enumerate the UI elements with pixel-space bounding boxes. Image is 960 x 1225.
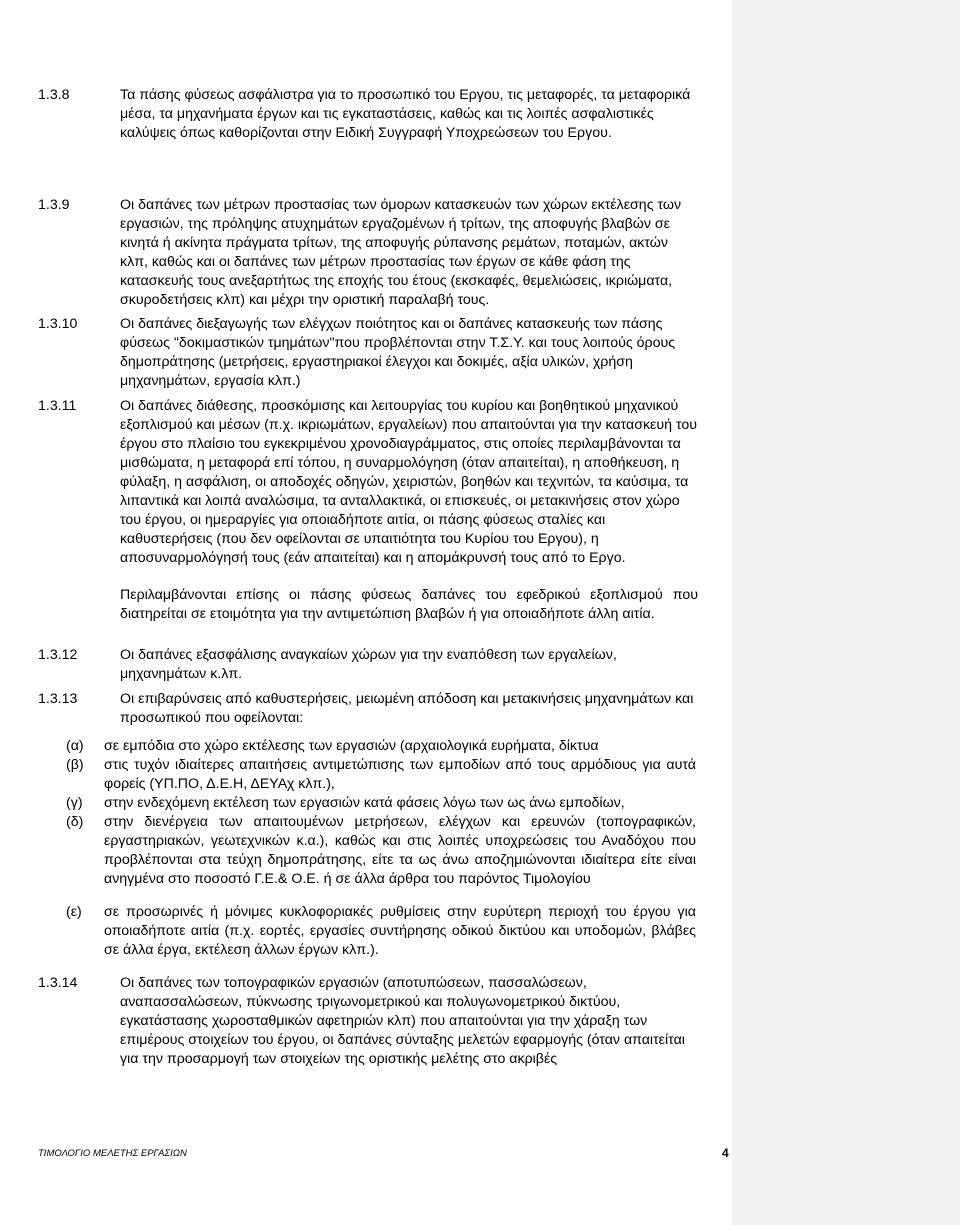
paragraph-1-3-13 (38, 690, 698, 728)
list-item-label: (ε) (66, 904, 82, 920)
list-item-text: σε προσωρινές ή μόνιμες κυκλοφοριακές ρυθμίσεις στην ευρύτερη περιοχή του έργου για οποιαδήποτε αιτία (π.χ. εορτές, εργασίες συντήρησης οδικού δικτύου και υποδομών, βλάβες σε άλλα έργα, εκτέλεση άλλων έργων κλπ.). (104, 904, 696, 958)
paragraph-1-3-11 (38, 397, 698, 568)
paragraph-text: Περιλαμβάνονται επίσης οι πάσης φύσεως δαπάνες του εφεδρικού εξοπλισμού που διατηρείται σε ετοιμότητα για την αντιμετώπιση βλαβών ή για οποιαδήποτε άλλη αιτία. (120, 587, 698, 622)
list-item-a (66, 737, 696, 756)
list-item-d (66, 813, 696, 889)
list-item-label: (γ) (66, 795, 83, 811)
list-item-text: σε εμπόδια στο χώρο εκτέλεσης των εργασιών (αρχαιολογικά ευρήματα, δίκτυα (104, 738, 599, 754)
paragraph-number: 1.3.13 (38, 691, 78, 707)
paragraph-number: 1.3.9 (38, 197, 70, 213)
paragraph-number: 1.3.11 (38, 398, 77, 414)
paragraph-number: 1.3.14 (38, 975, 78, 991)
list-item-label: (α) (66, 738, 84, 754)
paragraph-text: Οι επιβαρύνσεις από καθυστερήσεις, μειωμένη απόδοση και μετακινήσεις μηχανημάτων και προσωπικού που οφείλονται: (120, 691, 694, 726)
paragraph-text: Οι δαπάνες εξασφάλισης αναγκαίων χώρων για την εναπόθεση των εργαλείων, μηχανημάτων κ.λπ. (120, 647, 617, 682)
paragraph-number: 1.3.12 (38, 647, 78, 663)
paragraph-1-3-8 (38, 86, 698, 143)
list-item-c (66, 794, 696, 813)
list-item-label: (β) (66, 757, 84, 773)
list-item-label: (δ) (66, 814, 84, 830)
paragraph-text: Τα πάσης φύσεως ασφάλιστρα για το προσωπικό του Εργου, τις μεταφορές, τα μεταφορικά μέσα, τα μηχανήματα έργων και τις εγκαταστάσεις, καθώς και τις λοιπές ασφαλιστικές καλύψεις όπως καθορίζονται στην Ειδική Συγγραφή Υποχρεώσεων του Εργου. (120, 87, 691, 141)
paragraph-text: Οι δαπάνες διεξαγωγής των ελέγχων ποιότητος και οι δαπάνες κατασκευής των πάσης φύσεως "δοκιμαστικών τμημάτων"που προβλέπονται στην Τ.Σ.Υ. και τους λοιπούς όρους δημοπράτησης (μετρήσεις, εργαστηριακοί έλεγχοι και δοκιμές, αξία υλικών, χρήση μηχανημάτων, εργασία κλπ.) (120, 316, 676, 389)
list-item-text: στην ενδεχόμενη εκτέλεση των εργασιών κατά φάσεις λόγω των ως άνω εμποδίων, (104, 795, 625, 811)
list-item-b (66, 756, 696, 794)
right-margin-panel (732, 0, 960, 1225)
paragraph-1-3-11-continued (38, 586, 698, 624)
list-item-text: στις τυχόν ιδιαίτερες απαιτήσεις αντιμετώπισης των εμποδίων από τους αρμόδιους για αυτά φορείς (ΥΠ.ΠΟ, Δ.Ε.Η, ΔΕΥΑχ κλπ.), (104, 757, 696, 792)
paragraph-1-3-14 (38, 974, 698, 1069)
page-number: 4 (722, 1146, 729, 1160)
list-item-text: στην διενέργεια των απαιτουμένων μετρήσεων, ελέγχων και ερευνών (τοπογραφικών, εργαστηριακών, γεωτεχνικών κ.α.), καθώς και στις λοιπές υποχρεώσεις του Αναδόχου που προβλέπονται στα τεύχη δημοπράτησης, είτε τα ως άνω αποζημιώνονται ιδιαίτερα είτε είναι ανηγμένα στο ποσοστό Γ.Ε.& Ο.Ε. ή σε άλλα άρθρα του παρόντος Τιμολογίου (104, 814, 696, 887)
paragraph-text: Οι δαπάνες των μέτρων προστασίας των όμορων κατασκευών των χώρων εκτέλεσης των εργασιών, της πρόληψης ατυχημάτων εργαζομένων ή τρίτων, της αποφυγής βλαβών σε κινητά ή ακίνητα πράγματα τρίτων, της αποφυγής ρύπανσης ρεμάτων, ποταμών, ακτών κλπ, καθώς και οι δαπάνες των μέτρων προστασίας των έργων σε κάθε φάση της κατασκευής τους ανεξαρτήτως της εποχής του έτους (εκσκαφές, θεμελιώσεις, ικριώματα, σκυροδετήσεις κλπ) και μέχρι την οριστική παραλαβή τους. (120, 197, 682, 308)
paragraph-text: Οι δαπάνες διάθεσης, προσκόμισης και λειτουργίας του κυρίου και βοηθητικού μηχανικού εξοπλισμού και μέσων (π.χ. ικριωμάτων, εργαλείων) που απαιτούνται για την κατασκευή του έργου στο πλαίσιο του εγκεκριμένου χρονοδιαγράμματος, στις οποίες περιλαμβάνονται τα μισθώματα, η μεταφορά επί τόπου, η συναρμολόγηση (όταν απαιτείται), η αποθήκευση, η φύλαξη, η ασφάλιση, οι αποδοχές οδηγών, χειριστών, βοηθών και τεχνιτών, τα καύσιμα, τα λιπαντικά και λοιπά αναλώσιμα, τα ανταλλακτικά, οι επισκευές, οι μετακινήσεις στον χώρο του έργου, οι ημεραργίες για οποιαδήποτε αιτία, οι πάσης φύσεως σταλίες και καθυστερήσεις (που δεν οφείλονται σε υπαιτιότητα του Κυρίου του Εργου), η αποσυναρμολόγησή τους (εάν απαιτείται) και η απομάκρυνσή τους από το Εργο. (120, 398, 698, 566)
paragraph-text: Οι δαπάνες των τοπογραφικών εργασιών (αποτυπώσεων, πασσαλώσεων, αναπασσαλώσεων, πύκνωσης τριγωνομετρικού και πολυγωνομετρικού δικτύου, εγκατάστασης χωροσταθμικών αφετηριών κλπ) που απαιτούνται για την χάραξη των επιμέρους στοιχείων του έργου, οι δαπάνες σύνταξης μελετών εφαρμογής (όταν απαιτείται για την προσαρμογή των στοιχείων της οριστικής μελέτης στο ακριβές (120, 975, 685, 1067)
paragraph-number: 1.3.8 (38, 87, 70, 103)
paragraph-1-3-12 (38, 646, 698, 684)
paragraph-number: 1.3.10 (38, 316, 78, 332)
paragraph-1-3-10 (38, 315, 698, 391)
list-item-e (66, 903, 696, 960)
paragraph-1-3-9 (38, 196, 698, 310)
footer-document-title: ΤΙΜΟΛΟΓΙΟ ΜΕΛΕΤΗΣ ΕΡΓΑΣΙΩΝ (38, 1148, 187, 1159)
